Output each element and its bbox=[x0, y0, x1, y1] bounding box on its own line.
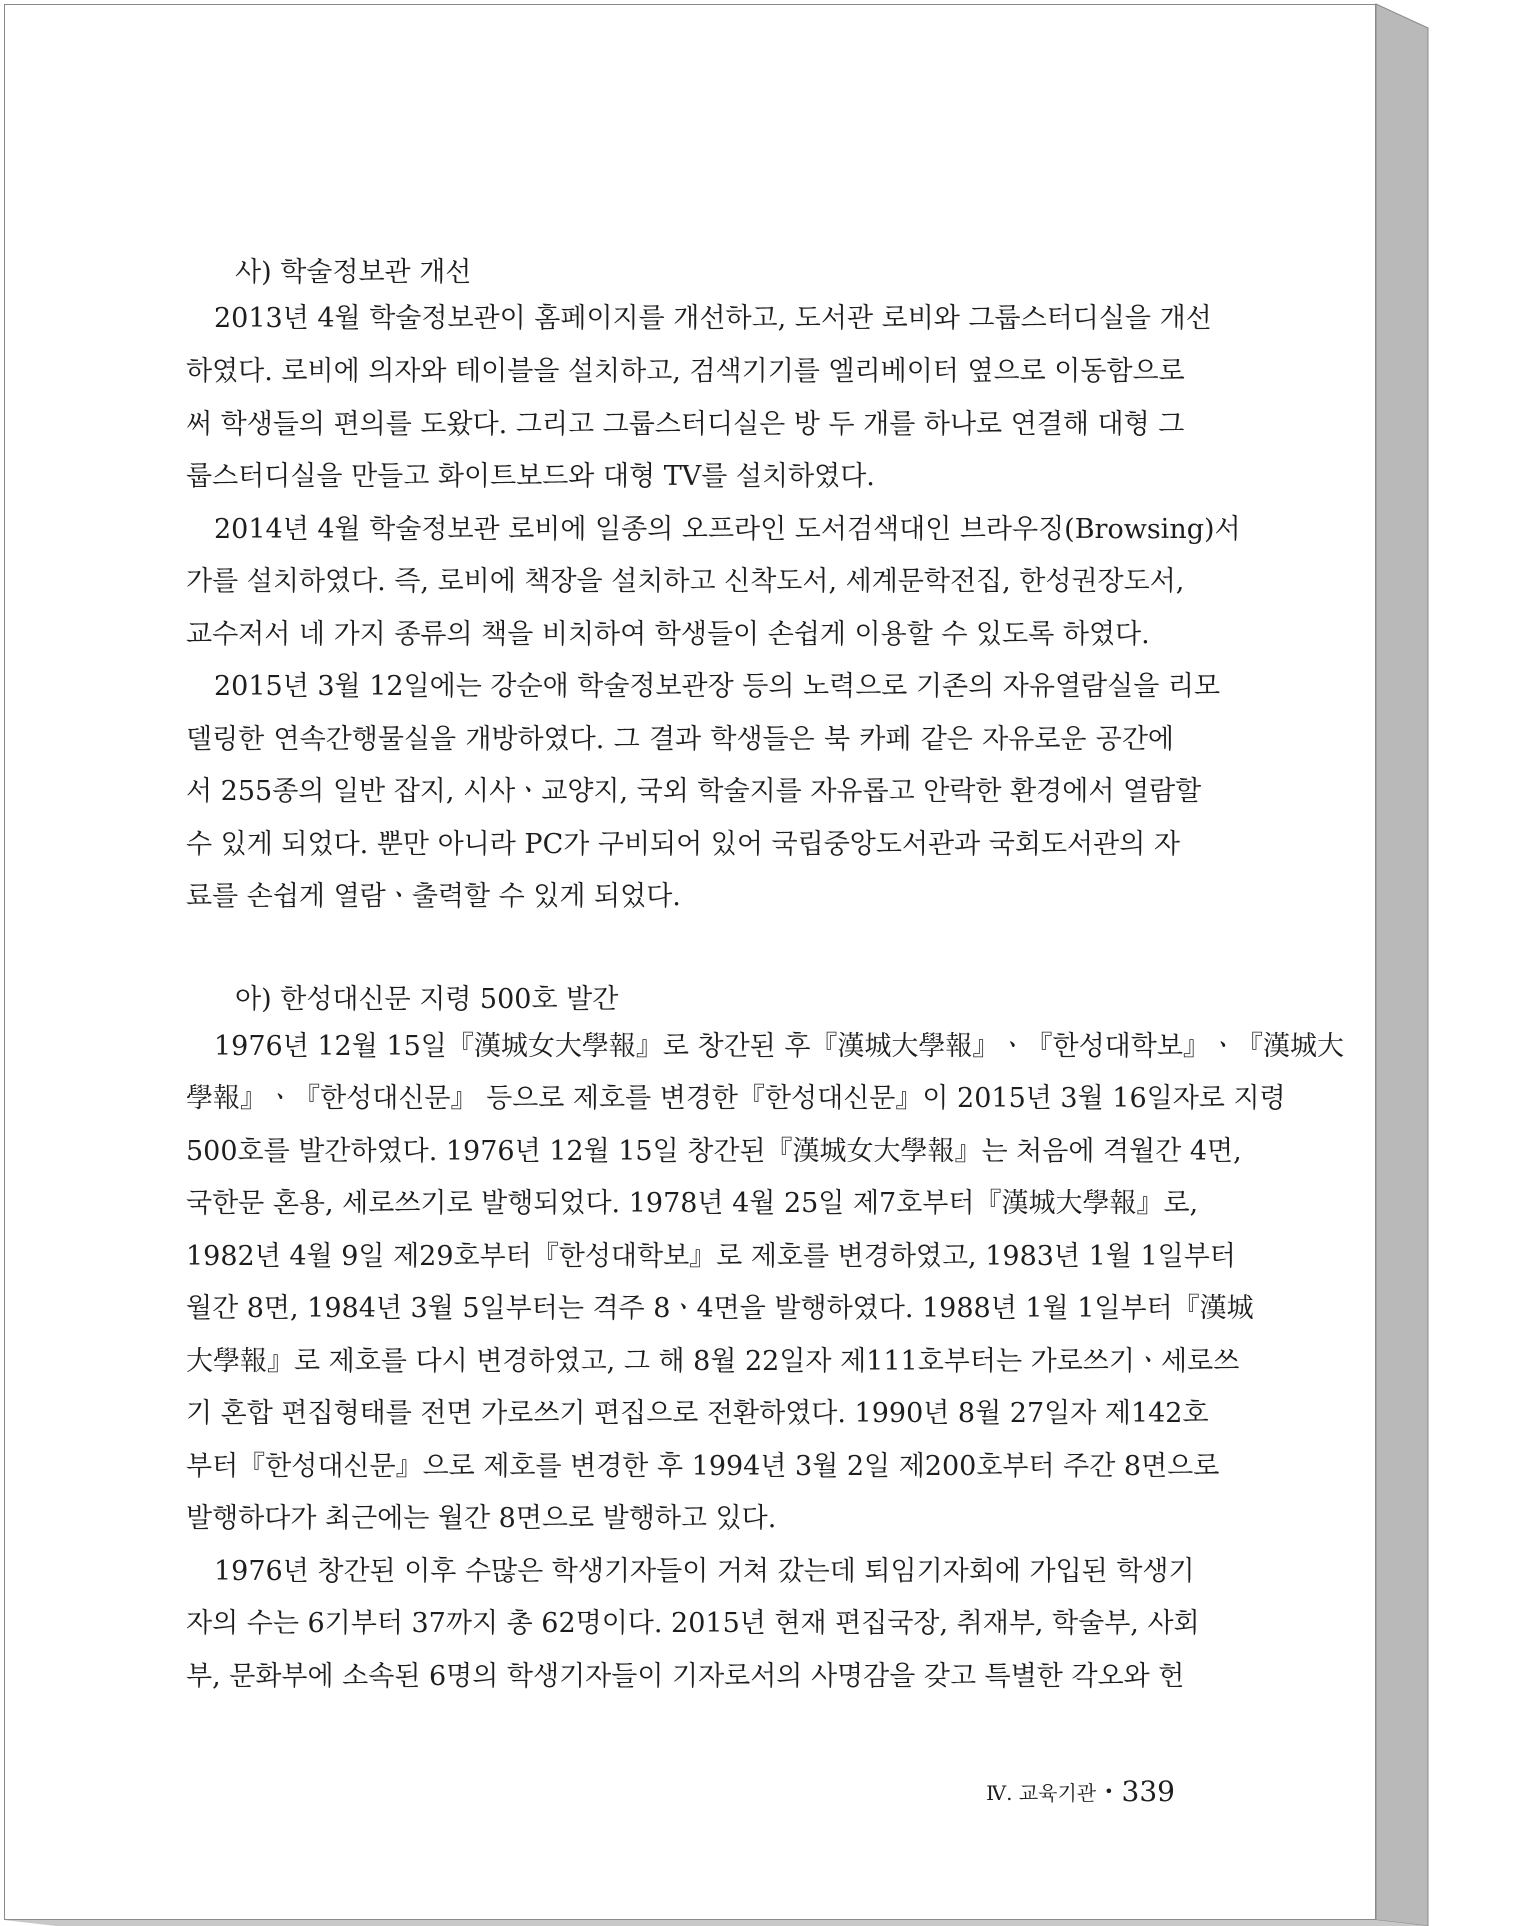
footer-section-title: Ⅳ. 교육기관 bbox=[986, 1781, 1097, 1805]
footer-bullet: • bbox=[1104, 1782, 1114, 1801]
section-heading-newspaper: 아) 한성대신문 지령 500호 발간 bbox=[235, 984, 619, 1015]
paragraph-line: 델링한 연속간행물실을 개방하였다. 그 결과 학생들은 북 카페 같은 자유로운 공간에 bbox=[186, 724, 1174, 755]
paragraph-line: 월간 8면, 1984년 3월 5일부터는 격주 8ㆍ4면을 발행하였다. 1988년 1월 1일부터『漢城 bbox=[186, 1293, 1254, 1324]
paragraph-line: 1976년 12월 15일『漢城女大學報』로 창간된 후『漢城大學報』ㆍ『한성대학보』ㆍ『漢城大 bbox=[214, 1031, 1344, 1062]
paragraph-line: 교수저서 네 가지 종류의 책을 비치하여 학생들이 손쉽게 이용할 수 있도록 하였다. bbox=[186, 619, 1150, 650]
page-number: 339 bbox=[1121, 1775, 1175, 1808]
paragraph-line: 부터『한성대신문』으로 제호를 변경한 후 1994년 3월 2일 제200호부터 주간 8면으로 bbox=[186, 1451, 1220, 1482]
paragraph-line: 룹스터디실을 만들고 화이트보드와 대형 TV를 설치하였다. bbox=[186, 461, 875, 492]
paragraph-line: 료를 손쉽게 열람ㆍ출력할 수 있게 되었다. bbox=[186, 881, 681, 912]
paragraph-line: 2015년 3월 12일에는 강순애 학술정보관장 등의 노력으로 기존의 자유열람실을 리모 bbox=[214, 671, 1221, 702]
paragraph-line: 學報』ㆍ『한성대신문』 등으로 제호를 변경한『한성대신문』이 2015년 3월 16일자로 지령 bbox=[186, 1083, 1286, 1114]
paragraph-line: 써 학생들의 편의를 도왔다. 그리고 그룹스터디실은 방 두 개를 하나로 연결해 대형 그 bbox=[186, 409, 1185, 440]
page-footer bbox=[965, 1775, 1175, 1808]
paragraph-line: 기 혼합 편집형태를 전면 가로쓰기 편집으로 전환하였다. 1990년 8월 27일자 제142호 bbox=[186, 1398, 1209, 1429]
paragraph-line: 500호를 발간하였다. 1976년 12월 15일 창간된『漢城女大學報』는 처음에 격월간 4면, bbox=[186, 1136, 1242, 1167]
paragraph-line: 2014년 4월 학술정보관 로비에 일종의 오프라인 도서검색대인 브라우징(Browsing)서 bbox=[214, 514, 1241, 545]
paragraph-line: 1976년 창간된 이후 수많은 학생기자들이 거쳐 갔는데 퇴임기자회에 가입된 학생기 bbox=[214, 1556, 1195, 1587]
paragraph-line: 부, 문화부에 소속된 6명의 학생기자들이 기자로서의 사명감을 갖고 특별한 각오와 헌 bbox=[186, 1661, 1185, 1692]
paragraph-line: 하였다. 로비에 의자와 테이블을 설치하고, 검색기기를 엘리베이터 옆으로 이동함으로 bbox=[186, 356, 1185, 387]
paragraph-line: 大學報』로 제호를 다시 변경하였고, 그 해 8월 22일자 제111호부터는 가로쓰기ㆍ세로쓰 bbox=[186, 1346, 1240, 1377]
paragraph-line: 자의 수는 6기부터 37까지 총 62명이다. 2015년 현재 편집국장, 취재부, 학술부, 사회 bbox=[186, 1608, 1200, 1639]
paragraph-line: 수 있게 되었다. 뿐만 아니라 PC가 구비되어 있어 국립중앙도서관과 국회도서관의 자 bbox=[186, 829, 1180, 860]
paragraph-line: 가를 설치하였다. 즉, 로비에 책장을 설치하고 신착도서, 세계문학전집, 한성권장도서, bbox=[186, 566, 1185, 597]
paragraph-line: 발행하다가 최근에는 월간 8면으로 발행하고 있다. bbox=[186, 1503, 777, 1534]
section-heading-library: 사) 학술정보관 개선 bbox=[235, 257, 472, 288]
paragraph-line: 1982년 4월 9일 제29호부터『한성대학보』로 제호를 변경하였고, 1983년 1월 1일부터 bbox=[186, 1241, 1236, 1272]
paragraph-line: 2013년 4월 학술정보관이 홈페이지를 개선하고, 도서관 로비와 그룹스터디실을 개선 bbox=[214, 303, 1212, 334]
paragraph-line: 국한문 혼용, 세로쓰기로 발행되었다. 1978년 4월 25일 제7호부터『漢城大學報』로, bbox=[186, 1188, 1199, 1219]
document-page bbox=[4, 4, 1376, 1920]
paragraph-line: 서 255종의 일반 잡지, 시사ㆍ교양지, 국외 학술지를 자유롭고 안락한 환경에서 열람할 bbox=[186, 776, 1202, 807]
